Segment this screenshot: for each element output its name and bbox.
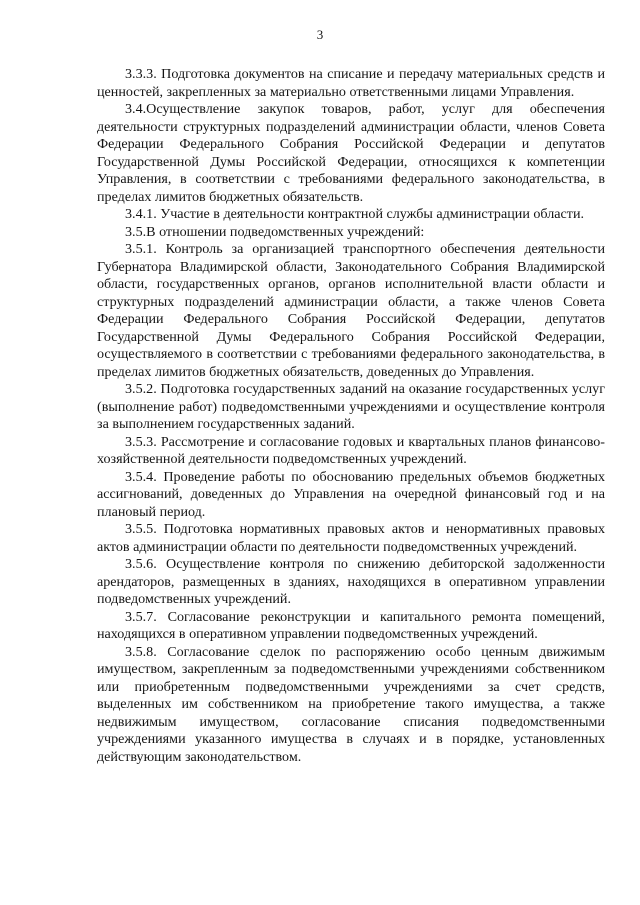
paragraph-3-5-6: 3.5.6. Осуществление контроля по снижению дебиторской задолженности арендаторов, размещенных в зданиях, находящихся в оперативном управлении подведомственных учреждений.: [97, 556, 605, 607]
paragraph-3-5-3: 3.5.3. Рассмотрение и согласование годовых и квартальных планов финансово-хозяйственной деятельности подведомственных учреждений.: [97, 433, 605, 467]
paragraph-3-3-3: 3.3.3. Подготовка документов на списание и передачу материальных средств и ценностей, закрепленных за материально ответственными лицами Управления.: [97, 66, 605, 100]
paragraph-3-5-7: 3.5.7. Согласование реконструкции и капитального ремонта помещений, находящихся в оперативном управлении подведомственных учреждений.: [97, 608, 605, 642]
paragraph-3-5-4: 3.5.4. Проведение работы по обоснованию предельных объемов бюджетных ассигнований, доведенных до Управления на очередной финансовый год и на плановый период.: [97, 468, 605, 520]
paragraph-3-5: 3.5.В отношении подведомственных учреждений:: [125, 223, 425, 240]
paragraph-3-5-2: 3.5.2. Подготовка государственных заданий на оказание государственных услуг (выполнение работ) подведомственными учреждениями и осуществление контроля за выполнением государственных заданий.: [97, 381, 605, 432]
page-number: 3: [316, 27, 324, 42]
paragraph-3-5-1: 3.5.1. Контроль за организацией транспортного обеспечения деятельности Губернатора Владимирской области, Законодательного Собрания Владимирской области, государственных органов, органов исполнительной власти области и структурных подразделений администрации области, а также членов Совета Федерации Федерального Собрания Российской Федерации, депутатов Государственной Думы Федерального Собрания Российской Федерации, осуществляемого в соответствии с требованиями федерального законодательства, в пределах лимитов бюджетных обязательств, доведенных до Управления.: [97, 241, 605, 380]
document-body: [97, 66, 605, 766]
paragraph-3-5-5: 3.5.5. Подготовка нормативных правовых актов и ненормативных правовых актов администрации области по деятельности подведомственных учреждений.: [97, 521, 605, 555]
paragraph-3-5-8: 3.5.8. Согласование сделок по распоряжению особо ценным движимым имуществом, закрепленным за подведомственными учреждениями собственником или приобретенным подведомственными учреждениями за счет средств, выделенных им собственником на приобретение такого имущества, а также недвижимым имуществом, согласование списания подведомственными учреждениями указанного имущества в случаях и в порядке, установленных действующим законодательством.: [97, 643, 605, 765]
paragraph-3-4: 3.4.Осуществление закупок товаров, работ, услуг для обеспечения деятельности структурных подразделений администрации области, членов Совета Федерации Федерального Собрания Российской Федерации и депутатов Государственной Думы Российской Федерации, относящихся к компетенции Управления, в соответствии с требованиями федерального законодательства, в пределах лимитов бюджетных обязательств.: [97, 101, 605, 205]
paragraph-3-4-1: 3.4.1. Участие в деятельности контрактной службы администрации области.: [125, 206, 585, 222]
